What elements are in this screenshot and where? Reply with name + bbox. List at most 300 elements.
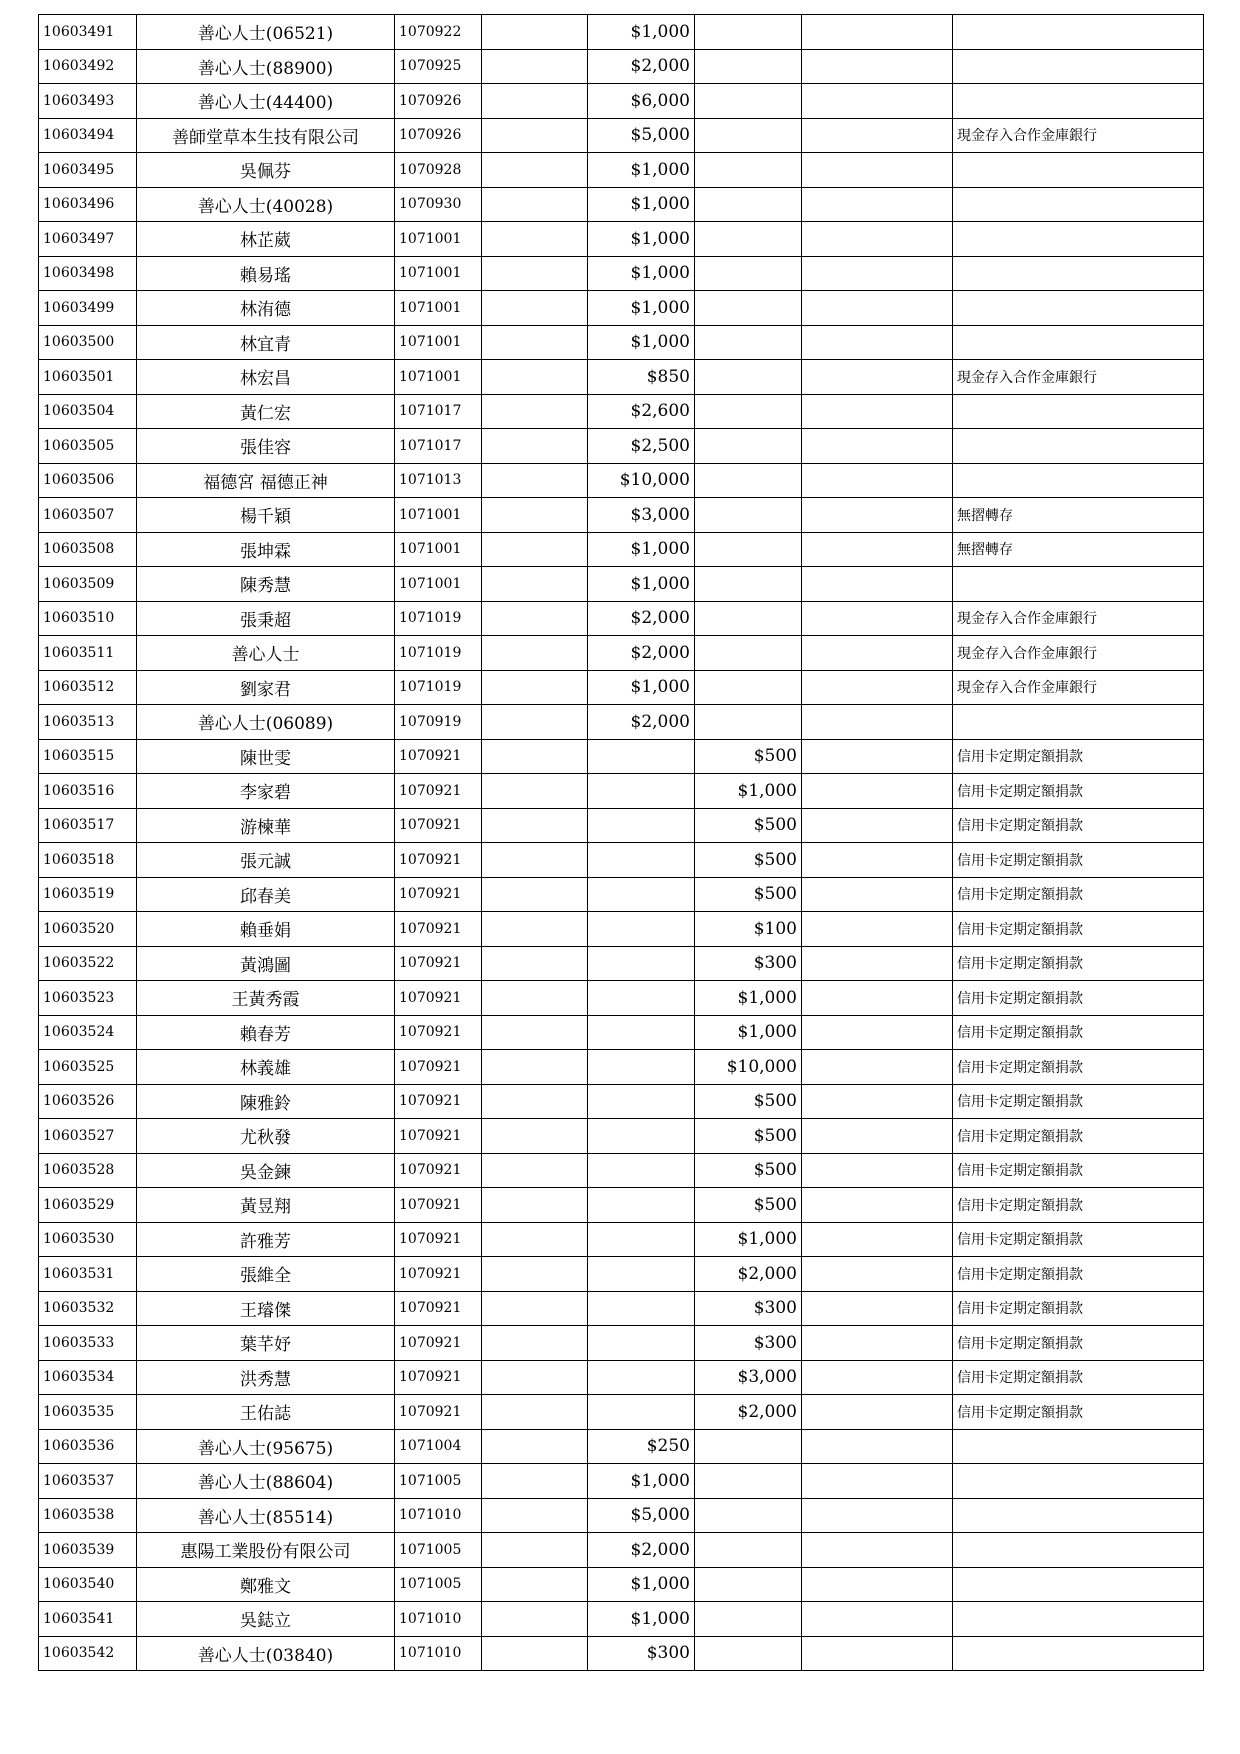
receipt-number-cell: 10603500	[39, 325, 137, 360]
blank-cell	[802, 705, 953, 740]
donor-name-cell: 善心人士(44400)	[137, 84, 395, 119]
blank-cell	[802, 394, 953, 429]
remark-cell: 現金存入合作金庫銀行	[953, 670, 1204, 705]
donation-amount-cell	[588, 1084, 695, 1119]
receipt-number-cell: 10603512	[39, 670, 137, 705]
table-row	[39, 946, 1204, 981]
blank-cell	[482, 636, 588, 671]
ledger-body	[39, 15, 1204, 1671]
donor-name-cell: 陳雅鈴	[137, 1084, 395, 1119]
blank-cell	[802, 877, 953, 912]
credit-card-amount-cell: $500	[695, 877, 802, 912]
credit-card-amount-cell	[695, 567, 802, 602]
credit-card-amount-cell	[695, 498, 802, 533]
credit-card-amount-cell: $300	[695, 1326, 802, 1361]
credit-card-amount-cell: $2,000	[695, 1395, 802, 1430]
blank-cell	[802, 1567, 953, 1602]
table-row	[39, 739, 1204, 774]
blank-cell	[482, 1567, 588, 1602]
donor-name-cell: 張元誠	[137, 843, 395, 878]
donation-amount-cell	[588, 1326, 695, 1361]
blank-cell	[482, 1050, 588, 1085]
donation-date-cell: 1070926	[395, 84, 482, 119]
blank-cell	[482, 187, 588, 222]
receipt-number-cell: 10603497	[39, 222, 137, 257]
donation-date-cell: 1071005	[395, 1464, 482, 1499]
remark-cell: 無摺轉存	[953, 498, 1204, 533]
remark-cell	[953, 1429, 1204, 1464]
receipt-number-cell: 10603542	[39, 1636, 137, 1671]
credit-card-amount-cell	[695, 1567, 802, 1602]
donation-amount-cell	[588, 1222, 695, 1257]
donation-amount-cell: $1,000	[588, 1602, 695, 1637]
donation-date-cell: 1070928	[395, 153, 482, 188]
donation-date-cell: 1071010	[395, 1636, 482, 1671]
blank-cell	[482, 843, 588, 878]
receipt-number-cell: 10603531	[39, 1257, 137, 1292]
credit-card-amount-cell	[695, 222, 802, 257]
table-row	[39, 222, 1204, 257]
remark-cell: 信用卡定期定額捐款	[953, 1360, 1204, 1395]
table-row	[39, 601, 1204, 636]
blank-cell	[482, 808, 588, 843]
donation-date-cell: 1070921	[395, 774, 482, 809]
donor-name-cell: 惠陽工業股份有限公司	[137, 1533, 395, 1568]
donation-amount-cell: $6,000	[588, 84, 695, 119]
donor-name-cell: 陳秀慧	[137, 567, 395, 602]
blank-cell	[802, 1533, 953, 1568]
donor-name-cell: 尤秋發	[137, 1119, 395, 1154]
remark-cell	[953, 463, 1204, 498]
donation-amount-cell	[588, 808, 695, 843]
remark-cell	[953, 256, 1204, 291]
credit-card-amount-cell: $500	[695, 739, 802, 774]
blank-cell	[802, 1395, 953, 1430]
blank-cell	[802, 1429, 953, 1464]
blank-cell	[802, 1464, 953, 1499]
blank-cell	[482, 1119, 588, 1154]
donor-name-cell: 張佳容	[137, 429, 395, 464]
remark-cell: 信用卡定期定額捐款	[953, 774, 1204, 809]
blank-cell	[482, 1291, 588, 1326]
table-row	[39, 153, 1204, 188]
receipt-number-cell: 10603508	[39, 532, 137, 567]
table-row	[39, 429, 1204, 464]
credit-card-amount-cell	[695, 532, 802, 567]
donation-date-cell: 1071017	[395, 394, 482, 429]
donor-name-cell: 鄭雅文	[137, 1567, 395, 1602]
receipt-number-cell: 10603522	[39, 946, 137, 981]
remark-cell: 現金存入合作金庫銀行	[953, 636, 1204, 671]
donation-amount-cell: $2,000	[588, 601, 695, 636]
table-row	[39, 1015, 1204, 1050]
blank-cell	[802, 1015, 953, 1050]
donor-name-cell: 林芷葳	[137, 222, 395, 257]
donor-name-cell: 吳金鍊	[137, 1153, 395, 1188]
donor-name-cell: 福德宮 福德正神	[137, 463, 395, 498]
blank-cell	[482, 429, 588, 464]
credit-card-amount-cell	[695, 118, 802, 153]
donor-name-cell: 王璿傑	[137, 1291, 395, 1326]
donation-amount-cell	[588, 1395, 695, 1430]
donor-name-cell: 張秉超	[137, 601, 395, 636]
donation-amount-cell: $10,000	[588, 463, 695, 498]
blank-cell	[802, 843, 953, 878]
blank-cell	[482, 1602, 588, 1637]
blank-cell	[482, 360, 588, 395]
blank-cell	[482, 1257, 588, 1292]
table-row	[39, 774, 1204, 809]
donor-name-cell: 游楝華	[137, 808, 395, 843]
remark-cell	[953, 1636, 1204, 1671]
blank-cell	[802, 946, 953, 981]
donation-amount-cell: $3,000	[588, 498, 695, 533]
receipt-number-cell: 10603523	[39, 981, 137, 1016]
table-row	[39, 291, 1204, 326]
remark-cell: 信用卡定期定額捐款	[953, 912, 1204, 947]
donation-date-cell: 1070921	[395, 1395, 482, 1430]
donation-date-cell: 1071017	[395, 429, 482, 464]
remark-cell	[953, 84, 1204, 119]
blank-cell	[482, 222, 588, 257]
blank-cell	[802, 774, 953, 809]
receipt-number-cell: 10603509	[39, 567, 137, 602]
credit-card-amount-cell	[695, 325, 802, 360]
donor-name-cell: 善心人士(40028)	[137, 187, 395, 222]
blank-cell	[802, 1291, 953, 1326]
receipt-number-cell: 10603541	[39, 1602, 137, 1637]
receipt-number-cell: 10603517	[39, 808, 137, 843]
table-row	[39, 670, 1204, 705]
blank-cell	[802, 1636, 953, 1671]
donation-date-cell: 1071001	[395, 532, 482, 567]
donation-date-cell: 1070921	[395, 1257, 482, 1292]
table-row	[39, 1119, 1204, 1154]
receipt-number-cell: 10603507	[39, 498, 137, 533]
donation-date-cell: 1071001	[395, 325, 482, 360]
table-row	[39, 877, 1204, 912]
receipt-number-cell: 10603519	[39, 877, 137, 912]
blank-cell	[802, 222, 953, 257]
blank-cell	[802, 463, 953, 498]
credit-card-amount-cell	[695, 601, 802, 636]
remark-cell: 信用卡定期定額捐款	[953, 1153, 1204, 1188]
credit-card-amount-cell	[695, 705, 802, 740]
donation-amount-cell: $1,000	[588, 670, 695, 705]
donation-amount-cell: $5,000	[588, 118, 695, 153]
receipt-number-cell: 10603496	[39, 187, 137, 222]
receipt-number-cell: 10603528	[39, 1153, 137, 1188]
table-row	[39, 1498, 1204, 1533]
blank-cell	[482, 739, 588, 774]
table-row	[39, 808, 1204, 843]
donation-date-cell: 1070921	[395, 1015, 482, 1050]
donation-date-cell: 1071001	[395, 256, 482, 291]
table-row	[39, 1360, 1204, 1395]
donor-name-cell: 善心人士(85514)	[137, 1498, 395, 1533]
donor-name-cell: 林義雄	[137, 1050, 395, 1085]
blank-cell	[482, 774, 588, 809]
remark-cell: 信用卡定期定額捐款	[953, 1257, 1204, 1292]
remark-cell	[953, 222, 1204, 257]
receipt-number-cell: 10603532	[39, 1291, 137, 1326]
credit-card-amount-cell	[695, 153, 802, 188]
donation-amount-cell: $300	[588, 1636, 695, 1671]
donation-amount-cell: $1,000	[588, 187, 695, 222]
receipt-number-cell: 10603510	[39, 601, 137, 636]
credit-card-amount-cell	[695, 84, 802, 119]
blank-cell	[482, 498, 588, 533]
blank-cell	[802, 15, 953, 50]
donor-name-cell: 吳鋕立	[137, 1602, 395, 1637]
credit-card-amount-cell	[695, 291, 802, 326]
blank-cell	[482, 670, 588, 705]
remark-cell: 現金存入合作金庫銀行	[953, 360, 1204, 395]
donation-date-cell: 1070921	[395, 877, 482, 912]
credit-card-amount-cell: $500	[695, 1188, 802, 1223]
credit-card-amount-cell	[695, 636, 802, 671]
donation-date-cell: 1070921	[395, 1222, 482, 1257]
table-row	[39, 1567, 1204, 1602]
donation-amount-cell	[588, 877, 695, 912]
table-row	[39, 1533, 1204, 1568]
blank-cell	[802, 118, 953, 153]
credit-card-amount-cell: $1,000	[695, 981, 802, 1016]
blank-cell	[802, 1360, 953, 1395]
receipt-number-cell: 10603535	[39, 1395, 137, 1430]
donor-name-cell: 吳佩芬	[137, 153, 395, 188]
donation-amount-cell: $2,000	[588, 705, 695, 740]
blank-cell	[482, 256, 588, 291]
table-row	[39, 981, 1204, 1016]
credit-card-amount-cell	[695, 1498, 802, 1533]
remark-cell	[953, 1533, 1204, 1568]
credit-card-amount-cell: $100	[695, 912, 802, 947]
receipt-number-cell: 10603504	[39, 394, 137, 429]
donor-name-cell: 林宜青	[137, 325, 395, 360]
blank-cell	[802, 912, 953, 947]
credit-card-amount-cell	[695, 1464, 802, 1499]
credit-card-amount-cell	[695, 256, 802, 291]
donation-date-cell: 1070921	[395, 1360, 482, 1395]
receipt-number-cell: 10603540	[39, 1567, 137, 1602]
donation-date-cell: 1071001	[395, 222, 482, 257]
donation-amount-cell: $1,000	[588, 325, 695, 360]
donor-name-cell: 賴春芳	[137, 1015, 395, 1050]
blank-cell	[482, 601, 588, 636]
blank-cell	[482, 15, 588, 50]
credit-card-amount-cell: $1,000	[695, 1222, 802, 1257]
remark-cell	[953, 567, 1204, 602]
receipt-number-cell: 10603494	[39, 118, 137, 153]
receipt-number-cell: 10603534	[39, 1360, 137, 1395]
credit-card-amount-cell: $3,000	[695, 1360, 802, 1395]
donation-amount-cell: $1,000	[588, 153, 695, 188]
donation-amount-cell	[588, 1119, 695, 1154]
table-row	[39, 1222, 1204, 1257]
receipt-number-cell: 10603506	[39, 463, 137, 498]
table-row	[39, 1464, 1204, 1499]
blank-cell	[802, 636, 953, 671]
blank-cell	[802, 1084, 953, 1119]
blank-cell	[482, 912, 588, 947]
table-row	[39, 360, 1204, 395]
donor-name-cell: 善心人士	[137, 636, 395, 671]
blank-cell	[802, 360, 953, 395]
blank-cell	[482, 946, 588, 981]
remark-cell: 信用卡定期定額捐款	[953, 739, 1204, 774]
donation-amount-cell	[588, 946, 695, 981]
donation-date-cell: 1070921	[395, 808, 482, 843]
blank-cell	[802, 1222, 953, 1257]
credit-card-amount-cell	[695, 394, 802, 429]
credit-card-amount-cell	[695, 360, 802, 395]
donation-amount-cell	[588, 739, 695, 774]
donor-name-cell: 王佑誌	[137, 1395, 395, 1430]
donation-date-cell: 1071010	[395, 1602, 482, 1637]
donation-ledger-table	[38, 14, 1204, 1671]
receipt-number-cell: 10603515	[39, 739, 137, 774]
blank-cell	[802, 808, 953, 843]
donation-date-cell: 1070921	[395, 843, 482, 878]
receipt-number-cell: 10603526	[39, 1084, 137, 1119]
donor-name-cell: 黃仁宏	[137, 394, 395, 429]
table-row	[39, 498, 1204, 533]
donation-date-cell: 1071001	[395, 291, 482, 326]
blank-cell	[482, 49, 588, 84]
blank-cell	[802, 498, 953, 533]
credit-card-amount-cell: $500	[695, 1084, 802, 1119]
table-row	[39, 256, 1204, 291]
receipt-number-cell: 10603538	[39, 1498, 137, 1533]
donation-amount-cell	[588, 981, 695, 1016]
donation-date-cell: 1071010	[395, 1498, 482, 1533]
credit-card-amount-cell: $1,000	[695, 1015, 802, 1050]
blank-cell	[802, 256, 953, 291]
table-row	[39, 325, 1204, 360]
donor-name-cell: 善師堂草本生技有限公司	[137, 118, 395, 153]
donor-name-cell: 賴易瑤	[137, 256, 395, 291]
donation-amount-cell	[588, 1015, 695, 1050]
table-row	[39, 187, 1204, 222]
donor-name-cell: 林洧德	[137, 291, 395, 326]
credit-card-amount-cell	[695, 1533, 802, 1568]
donation-date-cell: 1070921	[395, 1326, 482, 1361]
remark-cell: 信用卡定期定額捐款	[953, 946, 1204, 981]
blank-cell	[802, 153, 953, 188]
blank-cell	[802, 567, 953, 602]
blank-cell	[482, 1395, 588, 1430]
donation-amount-cell	[588, 1257, 695, 1292]
donation-amount-cell	[588, 1050, 695, 1085]
donation-date-cell: 1070921	[395, 946, 482, 981]
blank-cell	[482, 877, 588, 912]
table-row	[39, 1188, 1204, 1223]
donation-date-cell: 1070919	[395, 705, 482, 740]
remark-cell: 信用卡定期定額捐款	[953, 877, 1204, 912]
blank-cell	[482, 1326, 588, 1361]
receipt-number-cell: 10603491	[39, 15, 137, 50]
remark-cell: 信用卡定期定額捐款	[953, 808, 1204, 843]
blank-cell	[482, 532, 588, 567]
donor-name-cell: 善心人士(95675)	[137, 1429, 395, 1464]
remark-cell	[953, 15, 1204, 50]
blank-cell	[802, 1326, 953, 1361]
donation-amount-cell	[588, 1291, 695, 1326]
blank-cell	[802, 1188, 953, 1223]
donation-amount-cell	[588, 774, 695, 809]
blank-cell	[802, 1050, 953, 1085]
blank-cell	[802, 84, 953, 119]
donation-amount-cell	[588, 912, 695, 947]
donation-date-cell: 1070921	[395, 1153, 482, 1188]
table-row	[39, 1257, 1204, 1292]
credit-card-amount-cell: $500	[695, 843, 802, 878]
donation-date-cell: 1070926	[395, 118, 482, 153]
receipt-number-cell: 10603501	[39, 360, 137, 395]
donation-amount-cell: $250	[588, 1429, 695, 1464]
donation-date-cell: 1071005	[395, 1533, 482, 1568]
donation-amount-cell: $1,000	[588, 1567, 695, 1602]
donor-name-cell: 賴垂娟	[137, 912, 395, 947]
credit-card-amount-cell	[695, 1602, 802, 1637]
blank-cell	[482, 463, 588, 498]
blank-cell	[482, 153, 588, 188]
donor-name-cell: 善心人士(03840)	[137, 1636, 395, 1671]
blank-cell	[802, 1602, 953, 1637]
credit-card-amount-cell	[695, 670, 802, 705]
table-row	[39, 1326, 1204, 1361]
receipt-number-cell: 10603493	[39, 84, 137, 119]
blank-cell	[482, 1222, 588, 1257]
blank-cell	[802, 429, 953, 464]
credit-card-amount-cell	[695, 49, 802, 84]
donation-date-cell: 1070921	[395, 912, 482, 947]
donation-date-cell: 1070925	[395, 49, 482, 84]
table-row	[39, 15, 1204, 50]
blank-cell	[802, 1498, 953, 1533]
receipt-number-cell: 10603520	[39, 912, 137, 947]
donation-amount-cell	[588, 1360, 695, 1395]
receipt-number-cell: 10603525	[39, 1050, 137, 1085]
credit-card-amount-cell: $500	[695, 1119, 802, 1154]
credit-card-amount-cell: $300	[695, 946, 802, 981]
blank-cell	[482, 84, 588, 119]
donation-amount-cell: $1,000	[588, 256, 695, 291]
receipt-number-cell: 10603530	[39, 1222, 137, 1257]
receipt-number-cell: 10603536	[39, 1429, 137, 1464]
table-row	[39, 84, 1204, 119]
donation-date-cell: 1070921	[395, 1050, 482, 1085]
donation-date-cell: 1070921	[395, 981, 482, 1016]
blank-cell	[802, 291, 953, 326]
receipt-number-cell: 10603516	[39, 774, 137, 809]
donation-amount-cell	[588, 1153, 695, 1188]
blank-cell	[482, 1429, 588, 1464]
donation-date-cell: 1070921	[395, 1084, 482, 1119]
remark-cell: 信用卡定期定額捐款	[953, 981, 1204, 1016]
donation-date-cell: 1071019	[395, 636, 482, 671]
table-row	[39, 1084, 1204, 1119]
donor-name-cell: 善心人士(06089)	[137, 705, 395, 740]
blank-cell	[482, 1015, 588, 1050]
table-row	[39, 636, 1204, 671]
remark-cell: 無摺轉存	[953, 532, 1204, 567]
remark-cell	[953, 1464, 1204, 1499]
remark-cell: 現金存入合作金庫銀行	[953, 118, 1204, 153]
table-row	[39, 1153, 1204, 1188]
donation-amount-cell: $2,000	[588, 49, 695, 84]
